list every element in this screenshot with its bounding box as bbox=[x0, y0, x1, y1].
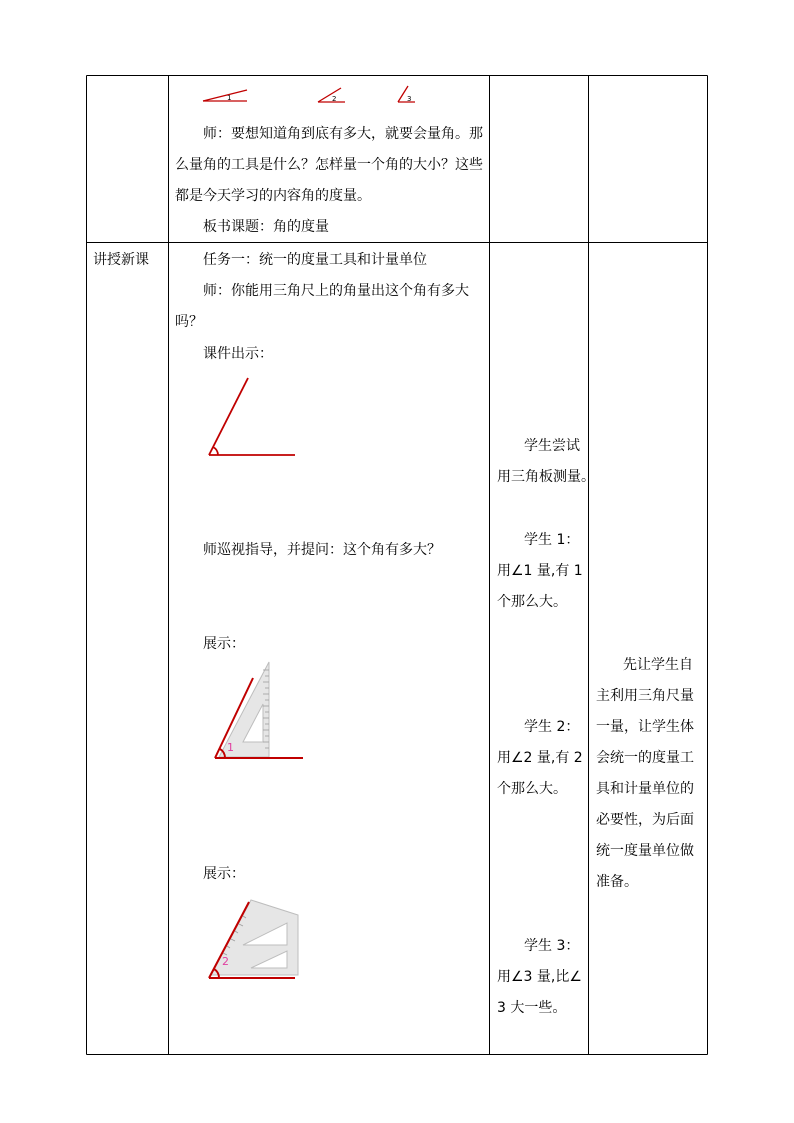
angle-figure bbox=[200, 372, 305, 462]
teacher-intro-paragraph: 师：要想知道角到底有多大，就要会量角。那么量角的工具是什么？怎样量一个角的大小？这些都是今天学习的内容角的度量。 bbox=[175, 126, 483, 204]
design-intent-line-3: 一量，让学生体 bbox=[596, 719, 694, 735]
stage-label: 讲授新课 bbox=[93, 252, 149, 268]
student-1-line-1: 学生 1： bbox=[524, 532, 580, 548]
show-label-2: 展示： bbox=[203, 866, 245, 882]
triangle-ruler-angle-1-figure bbox=[205, 660, 310, 765]
triangle-ruler-angle-2-figure bbox=[203, 895, 308, 985]
student-2-line-1: 学生 2： bbox=[524, 719, 580, 735]
student-2-line-2: 用∠2 量,有 2 bbox=[497, 750, 583, 766]
design-intent-line-1: 先让学生自 bbox=[623, 657, 693, 673]
design-intent-line-6: 必要性，为后面 bbox=[596, 812, 694, 828]
student-3-line-3: 3 大一些。 bbox=[497, 1000, 567, 1016]
angle-1-label: 1 bbox=[227, 94, 232, 102]
student-3-line-2: 用∠3 量,比∠ bbox=[497, 969, 582, 985]
design-intent-line-2: 主利用三角尺量 bbox=[596, 688, 694, 704]
courseware-label: 课件出示： bbox=[203, 346, 273, 362]
design-intent-line-7: 统一度量单位做 bbox=[596, 843, 694, 859]
teacher-patrol-question: 师巡视指导，并提问：这个角有多大？ bbox=[203, 542, 441, 558]
design-intent-line-5: 具和计量单位的 bbox=[596, 781, 694, 797]
triangle-angle-1-label: 1 bbox=[227, 741, 234, 754]
angle-2-label: 2 bbox=[332, 95, 337, 103]
teacher-question: 师：你能用三角尺上的角量出这个角有多大吗？ bbox=[175, 283, 469, 330]
student-1-line-2: 用∠1 量,有 1 bbox=[497, 563, 583, 579]
design-intent-line-4: 会统一的度量工 bbox=[596, 750, 694, 766]
student-1-line-3: 个那么大。 bbox=[497, 594, 567, 610]
student-try-line-2: 用三角板测量。 bbox=[497, 469, 595, 485]
three-angles-figure bbox=[195, 82, 425, 108]
angle-3-label: 3 bbox=[407, 95, 412, 103]
show-label-1: 展示： bbox=[203, 636, 245, 652]
board-title: 板书课题：角的度量 bbox=[203, 219, 329, 235]
student-2-line-3: 个那么大。 bbox=[497, 781, 567, 797]
triangle-angle-2-label: 2 bbox=[222, 955, 229, 968]
design-intent-line-8: 准备。 bbox=[596, 874, 638, 890]
task-one-heading: 任务一：统一的度量工具和计量单位 bbox=[203, 252, 427, 268]
student-try-line-1: 学生尝试 bbox=[524, 438, 580, 454]
student-3-line-1: 学生 3： bbox=[524, 938, 580, 954]
